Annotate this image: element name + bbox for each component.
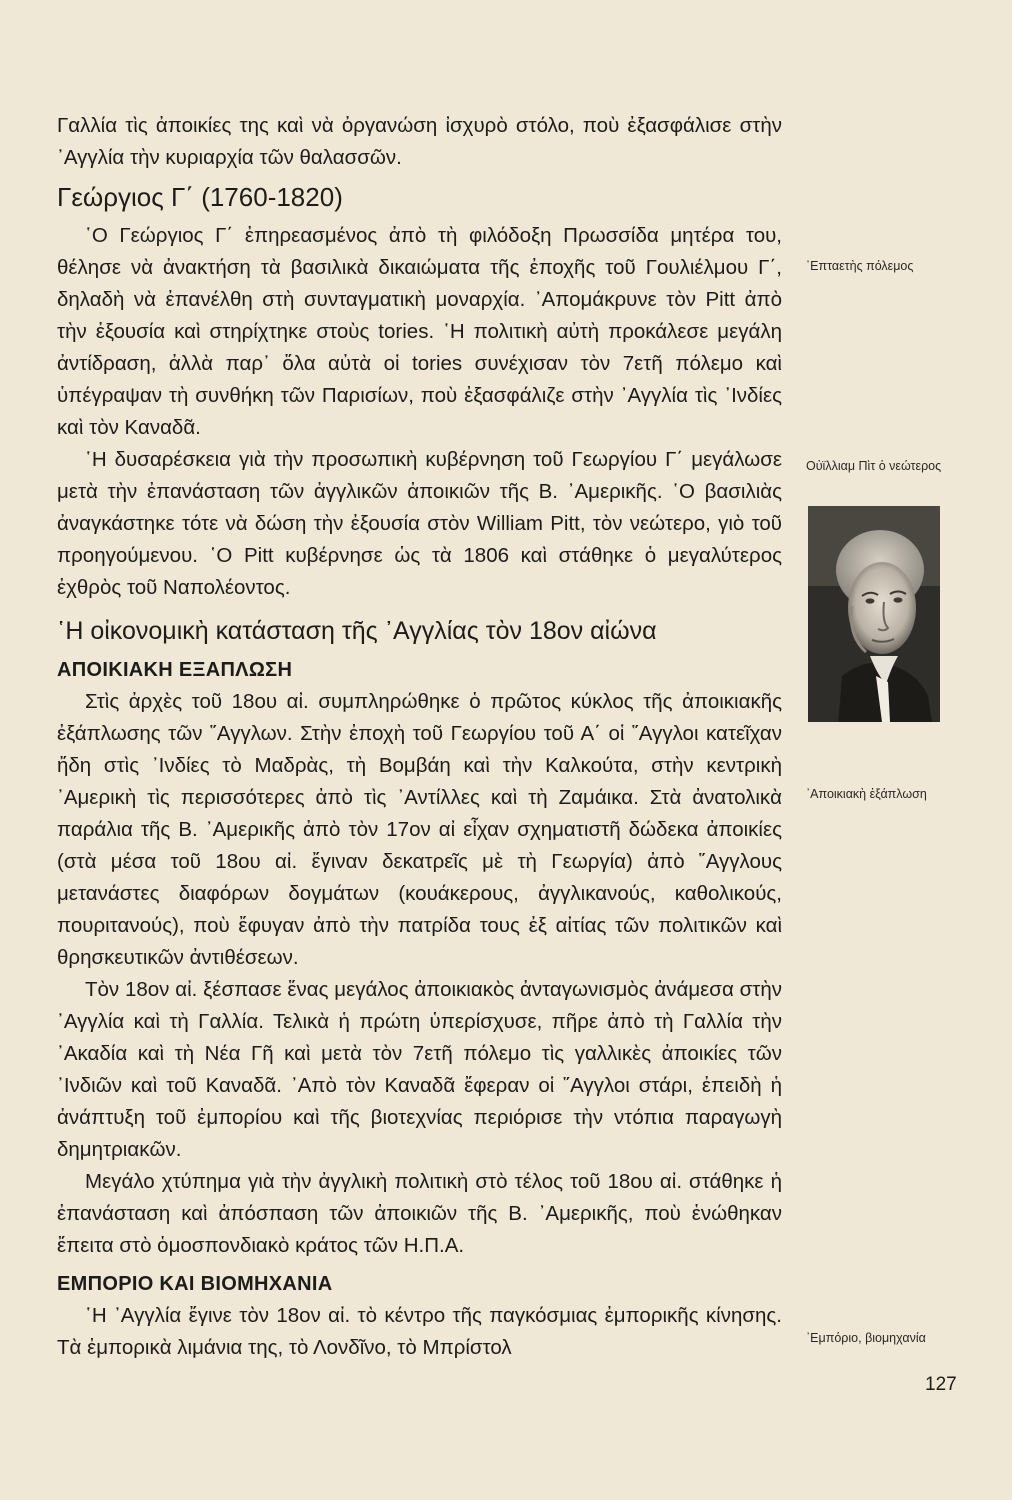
margin-note-trade-industry: ᾿Εμπόριο, βιομηχανία [806, 1331, 926, 1345]
colonial-heading: ΑΠΟΙΚΙΑΚΗ ΕΞΑΠΛΩΣΗ [57, 659, 293, 681]
colonial-paragraph-3: Μεγάλο χτύπημα γιὰ τὴν ἀγγλικὴ πολιτικὴ στὸ τέλος τοῦ 18ου αἰ. στάθηκε ἡ ἐπανάσταση καὶ ἀπόσπαση τῶν ἀποικιῶν τῆς Β. ᾿Αμερικῆς, ποὺ ἑνώθηκαν ἔπειτα στὸ ὁμοσπονδιακὸ κράτος τῶν Η.Π.Α. [57, 1170, 782, 1257]
main-text-column [57, 110, 782, 1364]
margin-note-pitt-caption: Οὐϊλλιαμ Πὶτ ὁ νεώτερος [806, 459, 942, 473]
pitt-portrait [808, 506, 940, 722]
economy-heading: ῾Η οἰκονομικὴ κατάσταση τῆς ᾿Αγγλίας τὸν 18ον αἰώνα [57, 617, 657, 645]
trade-paragraph-1: ῾Η ᾿Αγγλία ἔγινε τὸν 18ον αἰ. τὸ κέντρο τῆς παγκόσμιας ἐμπορικῆς κίνησης. Τὰ ἐμπορικὰ λιμάνια της, τὸ Λονδῖνο, τὸ Μπρίστολ [57, 1304, 782, 1359]
trade-heading: ΕΜΠΟΡΙΟ ΚΑΙ ΒΙΟΜΗΧΑΝΙΑ [57, 1273, 333, 1295]
page-number: 127 [925, 1374, 957, 1395]
george-heading: Γεώργιος Γ΄ (1760-1820) [57, 182, 343, 212]
margin-note-seven-years-war: ῾Επταετὴς πόλεμος [806, 259, 914, 273]
george-paragraph-2: ῾Η δυσαρέσκεια γιὰ τὴν προσωπικὴ κυβέρνηση τοῦ Γεωργίου Γ΄ μεγάλωσε μετὰ τὴν ἐπανάσταση τῶν ἀγγλικῶν ἀποικιῶν τῆς Β. ᾿Αμερικῆς. ῾Ο βασιλιὰς ἀναγκάστηκε τότε νὰ δώση τὴν ἐξουσία στὸν William Pitt, τὸν νεώτερο, γιὸ τοῦ προηγούμενου. ῾Ο Pitt κυβέρνησε ὡς τὰ 1806 καὶ στάθηκε ὁ μεγαλύτερος ἐχθρὸς τοῦ Ναπολέοντος. [57, 448, 782, 599]
intro-paragraph: Γαλλία τὶς ἀποικίες της καὶ νὰ ὀργανώση ἰσχυρὸ στόλο, ποὺ ἐξασφάλισε στὴν ᾿Αγγλία τὴν κυριαρχία τῶν θαλασσῶν. [57, 114, 782, 169]
colonial-paragraph-2: Τὸν 18ον αἰ. ξέσπασε ἕνας μεγάλος ἀποικιακὸς ἀνταγωνισμὸς ἀνάμεσα στὴν ᾿Αγγλία καὶ τὴ Γαλλία. Τελικὰ ἡ πρώτη ὑπερίσχυσε, πῆρε ἀπὸ τὴ Γαλλία τὴν ᾿Ακαδία καὶ τὴ Νέα Γῆ καὶ μετὰ τὸν 7ετῆ πόλεμο τὶς γαλλικὲς ἀποικίες τῶν ᾿Ινδιῶν καὶ τοῦ Καναδᾶ. ᾿Απὸ τὸν Καναδᾶ ἔφεραν οἱ ῞Αγγλοι στάρι, ἐπειδὴ ἡ ἀνάπτυξη τοῦ ἐμπορίου καὶ τῆς βιοτεχνίας περιόρισε τὴν ντόπια παραγωγὴ δημητριακῶν. [57, 978, 782, 1161]
george-paragraph-1: ῾Ο Γεώργιος Γ΄ ἐπηρεασμένος ἀπὸ τὴ φιλόδοξη Πρωσσίδα μητέρα του, θέλησε νὰ ἀνακτήση τὰ βασιλικὰ δικαιώματα τῆς ἐποχῆς τοῦ Γουλιέλμου Γ΄, δηλαδὴ νὰ ἐπανέλθη στὴ συνταγματικὴ μοναρχία. ᾿Απομάκρυνε τὸν Pitt ἀπὸ τὴν ἐξουσία καὶ στηρίχτηκε στοὺς tories. ῾Η πολιτικὴ αὐτὴ προκάλεσε μεγάλη ἀντίδραση, ἀλλὰ παρ᾿ ὅλα αὐτὰ οἱ tories συνέχισαν τὸν 7ετῆ πόλεμο καὶ ὑπέγραψαν τὴ συνθήκη τῶν Παρισίων, ποὺ ἐξασφάλιζε στὴν ᾿Αγγλία τὶς ᾿Ινδίες καὶ τὸν Καναδᾶ. [57, 224, 782, 439]
margin-note-colonial-expansion: ᾿Αποικιακὴ ἐξάπλωση [806, 787, 927, 801]
pitt-portrait-image [808, 506, 940, 722]
colonial-paragraph-1: Στὶς ἀρχὲς τοῦ 18ου αἰ. συμπληρώθηκε ὁ πρῶτος κύκλος τῆς ἀποικιακῆς ἐξάπλωσης τῶν ῞Αγγλων. Στὴν ἐποχὴ τοῦ Γεωργίου τοῦ Α΄ οἱ ῞Αγγλοι κατεῖχαν ἤδη στὶς ᾿Ινδίες τὸ Μαδρὰς, τὴ Βομβάη καὶ τὴν Καλκούτα, στὴν κεντρικὴ ᾿Αμερικὴ τὶς περισσότερες ἀπὸ τὶς ᾿Αντίλλες καὶ τὴ Ζαμάικα. Στὰ ἀνατολικὰ παράλια τῆς Β. ᾿Αμερικῆς ἀπὸ τὸν 17ον αἰ εἶχαν σχηματιστῆ δώδεκα ἀποικίες (στὰ μέσα τοῦ 18ου αἰ. ἔγιναν δεκατρεῖς μὲ τὴ Γεωργία) ἀπὸ ῞Αγγλους μετανάστες διαφόρων δογμάτων (κουάκερους, ἀγγλικανούς, καθολικούς, πουριτανούς), ποὺ ἔφυγαν ἀπὸ τὴν πατρίδα τους ἐξ αἰτίας τῶν πολιτικῶν καὶ θρησκευτικῶν ἀντιθέσεων. [57, 690, 782, 969]
